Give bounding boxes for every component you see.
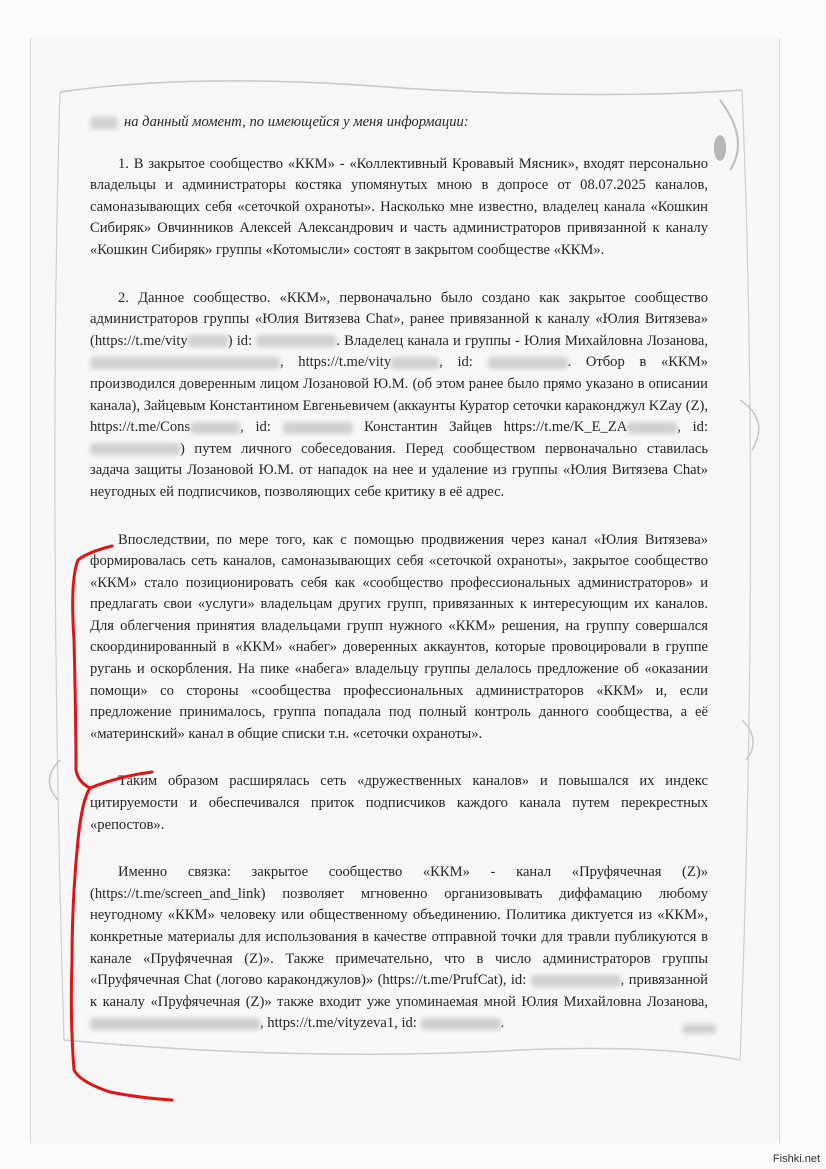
redacted-block bbox=[391, 357, 439, 369]
paragraph-2: 2. Данное сообщество. «ККМ», первоначально было создано как закрытое сообщество администраторов группы «Юлия Витязева Chat», ранее привязанной к каналу «Юлия Витязева» (https://t.me/vity ) id: . Владелец канала и группы - Юлия Михайловна Лозанова, , https://t.me/vity , id: . Отбор в «ККМ» производился доверенным лицом Лозановой Ю.М. (об этом ранее было прямо указано в описании канала), Зайцевым Константином Евгеньевичем (аккаунты Куратор сеточки караконджул KZay (Z), https://t.me/Cons , id: Константин Зайцев https://t.me/K_E_ZA , id: ) путем личного собеседования. Перед сообществом первоначально ставилась задача защиты Лозановой Ю.М. от нападок на нее и удаление из группы «Юлия Витязева Chat» неугодных ей подписчиков, позволяющих себе критику в её адрес. bbox=[90, 289, 708, 500]
binder-hole-mark bbox=[714, 135, 726, 161]
paragraph-5: Именно связка: закрытое сообщество «ККМ» - канал «Пруфячечная (Z)» (https://t.me/screen_and_link) позволяет мгновенно организовывать диффамацию любому неугодному «ККМ» человеку или общественному объединению. Политика диктуется из «ККМ», конкретные материалы для использования в качестве отправной точки для травли публикуются в канале «Пруфячечная (Z)». Также примечательно, что в число администраторов группы «Пруфячечная Chat (логово караконджулов)» (https://t.me/PrufCat), id: , привязанной к каналу «Пруфячечная (Z)» также входит уже упоминаемая мной Юлия Михайловна Лозанова, , https://t.me/vityzeva1, id: . bbox=[90, 864, 708, 1032]
redacted-block bbox=[531, 975, 621, 987]
redacted-signature bbox=[682, 1024, 716, 1034]
paragraph-4: Таким образом расширялась сеть «дружественных каналов» и повышался их индекс цитируемости и обеспечивался приток подписчиков каждого канала путем перекрестных «репостов». bbox=[90, 773, 708, 833]
paragraph-1: 1. В закрытое сообщество «ККМ» - «Коллективный Кровавый Мясник», входят персонально владельцы и администраторы костяка упомянутых мною в допросе от 08.07.2025 каналов, самоназывающих себя «сеточкой охраноты». Насколько мне известно, владелец канала «Кошкин Сибиряк» Овчинников Алексей Александрович и часть администраторов привязанной к каналу «Кошкин Сибиряк» группы «Котомысли» состоят в закрытом сообществе «ККМ». bbox=[90, 155, 708, 258]
redacted-block bbox=[488, 357, 568, 369]
redacted-block bbox=[90, 443, 180, 455]
redacted-block bbox=[90, 117, 118, 129]
paragraph-3: Впоследствии, по мере того, как с помощью продвижения через канал «Юлия Витязева» формировалась сеть каналов, самоназывающих себя «сеточкой охраноты», закрытое сообщество «ККМ» стало позиционировать себя как «сообщество профессиональных администраторов» и предлагать свои «услуги» владельцам других групп, привязанных к интересующим их каналов. Для облегчения принятия владельцами групп нужного «ККМ» решения, на группу совершался скоординированный в «ККМ» «набег» доверенных аккаунтов, которые провоцировали в группе ругань и оскорбления. На пике «набега» владельцу группы делалось предложение об «оказании помощи» со стороны «сообщества профессиональных администраторов «ККМ» и, если предложение принималось, группа попадала под полный контроль данного сообщества, а её «материнский» канал в общие списки т.н. «сеточки охраноты». bbox=[90, 531, 708, 742]
redacted-block bbox=[90, 1018, 260, 1030]
redacted-block bbox=[627, 422, 677, 434]
watermark-text: Fishki.net bbox=[772, 1153, 820, 1165]
redacted-block bbox=[188, 335, 228, 347]
document-text bbox=[90, 112, 708, 1061]
redacted-block bbox=[283, 422, 353, 434]
redacted-block bbox=[256, 335, 336, 347]
redacted-block bbox=[90, 357, 280, 369]
redacted-block bbox=[421, 1018, 501, 1030]
intro-line: на данный момент, по имеющейся у меня информации: bbox=[90, 112, 708, 134]
redacted-block bbox=[190, 422, 240, 434]
